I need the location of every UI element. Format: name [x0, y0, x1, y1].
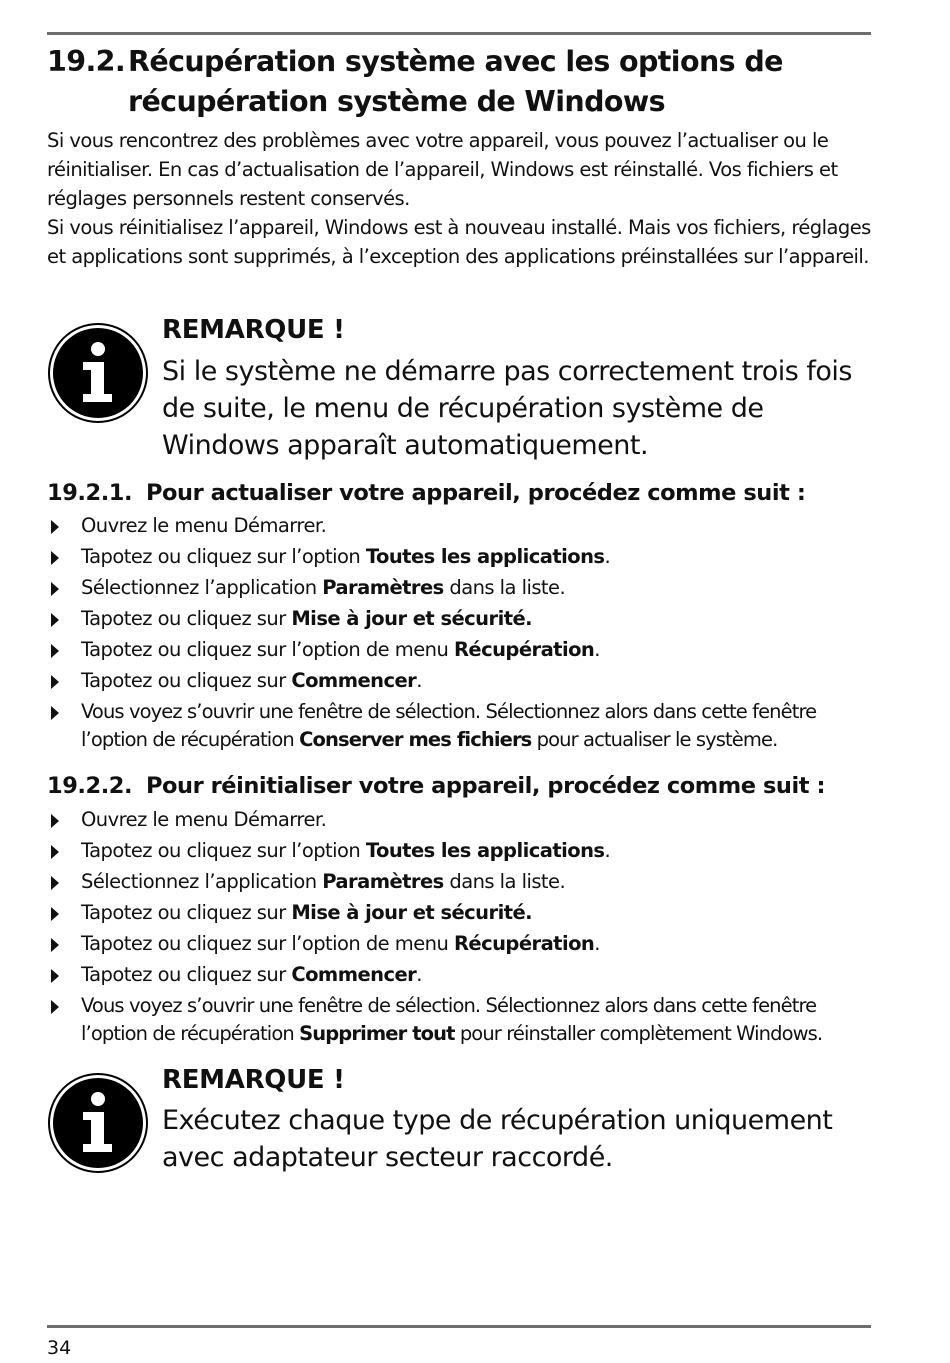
subsection-2-steps	[47, 806, 877, 1051]
note-2-text: Exécutez chaque type de récupération uniquement avec adaptateur secteur raccordé.	[162, 1105, 833, 1173]
bullet-arrow-icon	[51, 907, 59, 921]
step-item: Sélectionnez l’application Paramètres dans la liste.	[47, 868, 877, 896]
section-heading-line-1: Récupération système avec les options de	[128, 45, 783, 78]
bullet-arrow-icon	[51, 551, 59, 565]
subsection-1-title: Pour actualiser votre appareil, procédez comme suit :	[146, 480, 806, 506]
subsection-1-heading	[47, 478, 805, 508]
intro-paragraph-2: Si vous réinitialisez l’appareil, Windows est à nouveau installé. Mais vos fichiers, réglages et applications sont supprimés, à l’exception des applications préinstallées sur l’appareil.	[47, 216, 871, 268]
step-item: Tapotez ou cliquez sur l’option Toutes les applications.	[47, 543, 877, 571]
bullet-arrow-icon	[51, 582, 59, 596]
step-item: Tapotez ou cliquez sur l’option de menu Récupération.	[47, 930, 877, 958]
subsection-2-number: 19.2.2.	[47, 773, 133, 799]
step-item: Vous voyez s’ouvrir une fenêtre de sélection. Sélectionnez alors dans cette fenêtre l’option de récupération Conserver mes fichiers pour actualiser le système.	[47, 698, 877, 754]
intro-paragraph-1: Si vous rencontrez des problèmes avec votre appareil, vous pouvez l’actualiser ou le réinitialiser. En cas d’actualisation de l’appareil, Windows est réinstallé. Vos fichiers et réglages personnels restent conservés.	[47, 129, 838, 210]
note-2-title: REMARQUE !	[162, 1065, 345, 1095]
bullet-arrow-icon	[51, 845, 59, 859]
subsection-2-heading	[47, 771, 825, 801]
step-item: Tapotez ou cliquez sur Mise à jour et sécurité.	[47, 605, 877, 633]
bottom-rule	[47, 1325, 871, 1328]
top-rule	[47, 32, 871, 35]
bullet-arrow-icon	[51, 706, 59, 720]
section-heading-line-2: récupération système de Windows	[128, 85, 665, 118]
step-item: Tapotez ou cliquez sur l’option de menu Récupération.	[47, 636, 877, 664]
bullet-arrow-icon	[51, 675, 59, 689]
section-heading-number: 19.2.	[47, 45, 126, 78]
step-item: Ouvrez le menu Démarrer.	[47, 806, 877, 834]
info-icon	[47, 322, 149, 424]
step-item: Tapotez ou cliquez sur Commencer.	[47, 961, 877, 989]
bullet-arrow-icon	[51, 876, 59, 890]
info-icon	[47, 1072, 149, 1174]
bullet-arrow-icon	[51, 938, 59, 952]
step-item: Vous voyez s’ouvrir une fenêtre de sélection. Sélectionnez alors dans cette fenêtre l’option de récupération Supprimer tout pour réinstaller complètement Windows.	[47, 992, 877, 1048]
bullet-arrow-icon	[51, 969, 59, 983]
subsection-2-title: Pour réinitialiser votre appareil, procédez comme suit :	[146, 773, 826, 799]
subsection-1-steps	[47, 512, 877, 757]
note-1-title: REMARQUE !	[162, 315, 345, 345]
page-number: 34	[47, 1337, 72, 1359]
bullet-arrow-icon	[51, 520, 59, 534]
bullet-arrow-icon	[51, 814, 59, 828]
step-item: Sélectionnez l’application Paramètres dans la liste.	[47, 574, 877, 602]
step-item: Tapotez ou cliquez sur Mise à jour et sécurité.	[47, 899, 877, 927]
bullet-arrow-icon	[51, 644, 59, 658]
bullet-arrow-icon	[51, 1000, 59, 1014]
step-item: Tapotez ou cliquez sur l’option Toutes les applications.	[47, 837, 877, 865]
note-1-text: Si le système ne démarre pas correctement trois fois de suite, le menu de récupération système de Windows apparaît automatiquement.	[162, 356, 852, 461]
subsection-1-number: 19.2.1.	[47, 480, 133, 506]
step-item: Ouvrez le menu Démarrer.	[47, 512, 877, 540]
step-item: Tapotez ou cliquez sur Commencer.	[47, 667, 877, 695]
bullet-arrow-icon	[51, 613, 59, 627]
